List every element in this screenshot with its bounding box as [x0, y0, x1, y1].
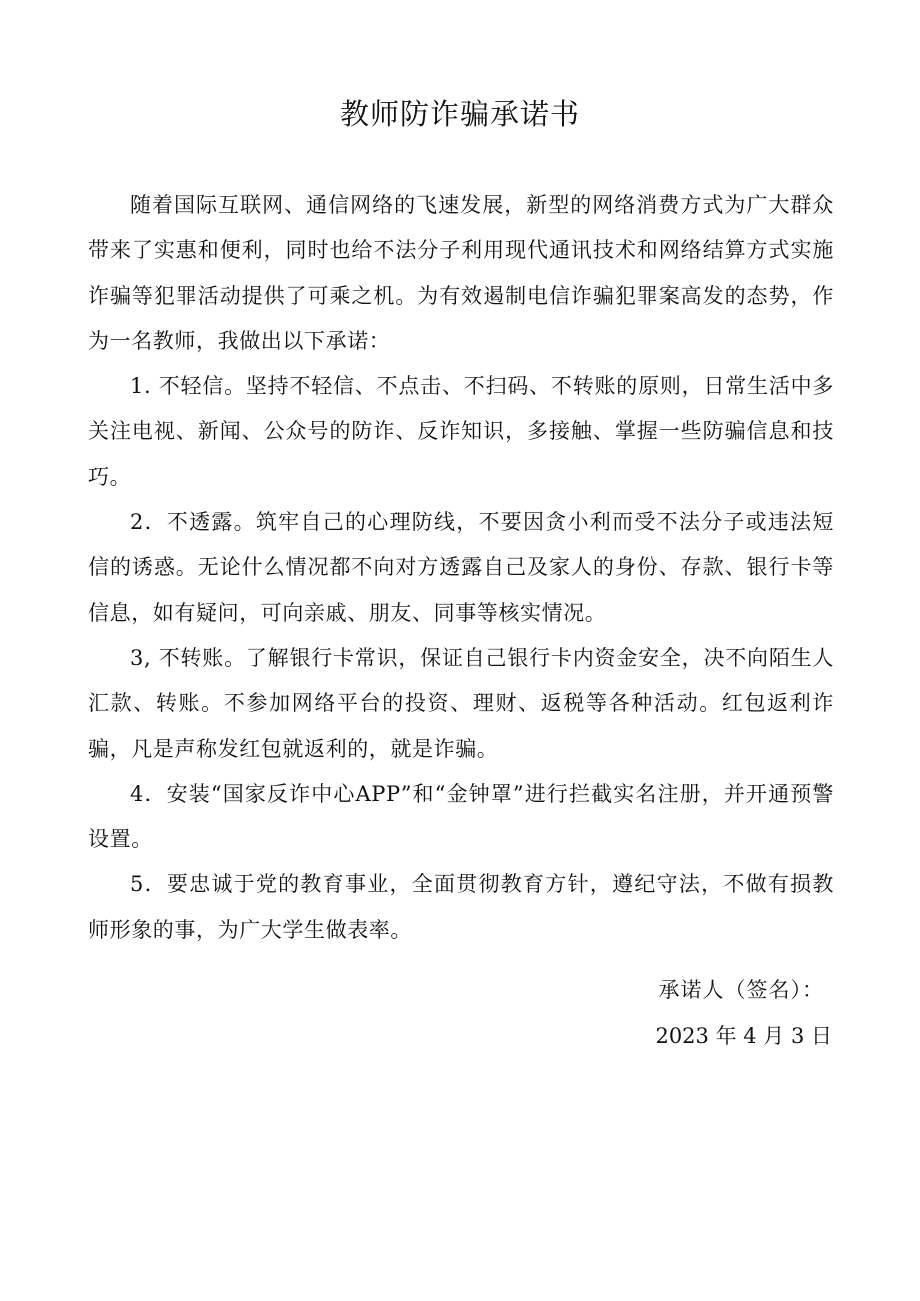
- document-date: 2023 年 4 月 3 日: [655, 1024, 832, 1048]
- pledge-item-2: 2．不透露。筑牢自己的心理防线，不要因贪小利而受不法分子或违法短信的诱惑。无论什么情况都不向对方透露自己及家人的身份、存款、银行卡等信息，如有疑问，可向亲戚、朋友、同事等核实情况。: [88, 510, 834, 625]
- document-body: [88, 183, 834, 953]
- pledge-item-3: 3, 不转账。了解银行卡常识，保证自己银行卡内资金安全，决不向陌生人汇款、转账。不参加网络平台的投资、理财、返税等各种活动。红包返利诈骗，凡是声称发红包就返利的，就是诈骗。: [88, 645, 834, 761]
- pledge-item-4: 4．安装“国家反诈中心APP”和“金钟罩”进行拦截实名注册，并开通预警设置。: [88, 781, 834, 852]
- document-title: 教师防诈骗承诺书: [339, 97, 580, 131]
- pledge-item-1: 1. 不轻信。坚持不轻信、不点击、不扫码、不转账的原则，日常生活中多关注电视、新闻、公众号的防诈、反诈知识，多接触、掌握一些防骗信息和技巧。: [88, 374, 834, 489]
- pledge-item-5: 5．要忠诚于党的教育事业，全面贯彻教育方针，遵纪守法，不做有损教师形象的事，为广大学生做表率。: [88, 872, 834, 942]
- intro-paragraph: 随着国际互联网、通信网络的飞速发展，新型的网络消费方式为广大群众带来了实惠和便利，同时也给不法分子利用现代通讯技术和网络结算方式实施诈骗等犯罪活动提供了可乘之机。为有效遏制电信诈骗犯罪案高发的态势，作为一名教师，我做出以下承诺：: [88, 193, 834, 353]
- signature-label: 承诺人（签名）：: [658, 978, 824, 1002]
